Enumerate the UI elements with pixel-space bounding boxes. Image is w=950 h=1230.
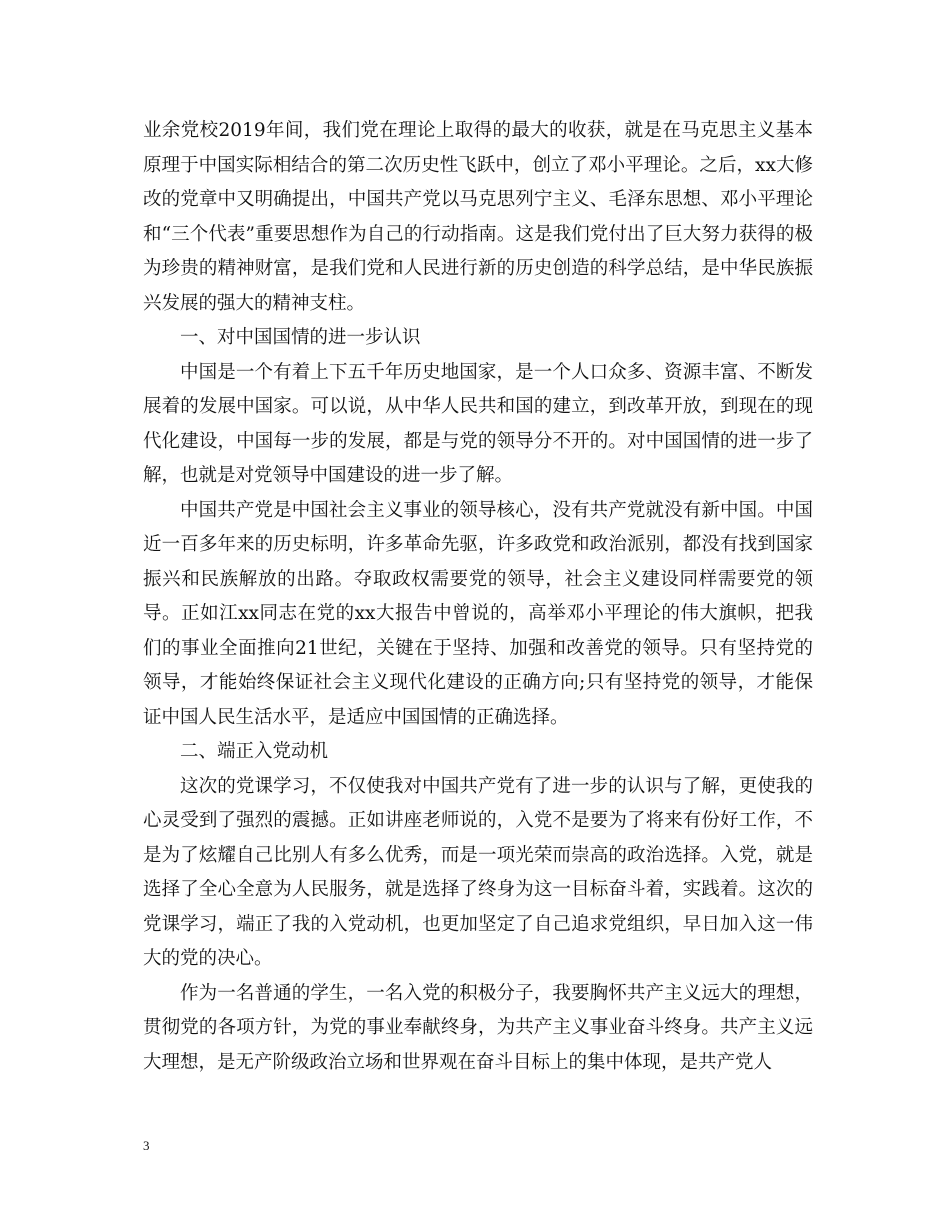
paragraph-party-lecture: 这次的党课学习，不仅使我对中国共产党有了进一步的认识与了解，更使我的心灵受到了强烈的震撼。正如讲座老师说的，入党不是要为了将来有份好工作，不是为了炫耀自己比别人有多么优秀，而是一项光荣而崇高的政治选择。入党，就是选择了全心全意为人民服务，就是选择了终身为这一目标奋斗着，实践着。这次的党课学习，端正了我的入党动机，也更加坚定了自己追求党组织，早日加入这一伟大的党的决心。 bbox=[143, 775, 813, 969]
page-number: 3 bbox=[143, 1138, 150, 1153]
paragraph-party-leadership: 中国共产党是中国社会主义事业的领导核心，没有共产党就没有新中国。中国近一百多年来的历史标明，许多革命先驱，许多政党和政治派别，都没有找到国家振兴和民族解放的出路。夺取政权需要党的领导，社会主义建设同样需要党的领导。正如江xx同志在党的xx大报告中曾说的，高举邓小平理论的伟大旗帜，把我们的事业全面推向21世纪，关键在于坚持、加强和改善党的领导。只有坚持党的领导，才能始终保证社会主义现代化建设的正确方向;只有坚持党的领导，才能保证中国人民生活水平，是适应中国国情的正确选择。 bbox=[143, 499, 813, 728]
section-heading-national-conditions: 一、对中国国情的进一步认识 bbox=[180, 327, 421, 348]
document-body bbox=[143, 114, 813, 1080]
paragraph-continuation: 业余党校2019年间，我们党在理论上取得的最大的收获，就是在马克思主义基本原理于中国实际相结合的第二次历史性飞跃中，创立了邓小平理论。之后，xx大修改的党章中又明确提出，中国共产党以马克思列宁主义、毛泽东思想、邓小平理论和“三个代表”重要思想作为自己的行动指南。这是我们党付出了巨大努力获得的极为珍贵的精神财富，是我们党和人民进行新的历史创造的科学总结，是中华民族振兴发展的强大的精神支柱。 bbox=[143, 120, 813, 314]
paragraph-china-development: 中国是一个有着上下五千年历史地国家，是一个人口众多、资源丰富、不断发展着的发展中国家。可以说，从中华人民共和国的建立，到改革开放，到现在的现代化建设，中国每一步的发展，都是与党的领导分不开的。对中国国情的进一步了解，也就是对党领导中国建设的进一步了解。 bbox=[143, 361, 813, 486]
paragraph-student-ideal: 作为一名普通的学生，一名入党的积极分子，我要胸怀共产主义远大的理想，贯彻党的各项方针，为党的事业奉献终身，为共产主义事业奋斗终身。共产主义远大理想，是无产阶级政治立场和世界观在奋斗目标上的集中体现，是共产党人 bbox=[143, 982, 813, 1073]
section-heading-motivation: 二、端正入党动机 bbox=[180, 741, 329, 762]
